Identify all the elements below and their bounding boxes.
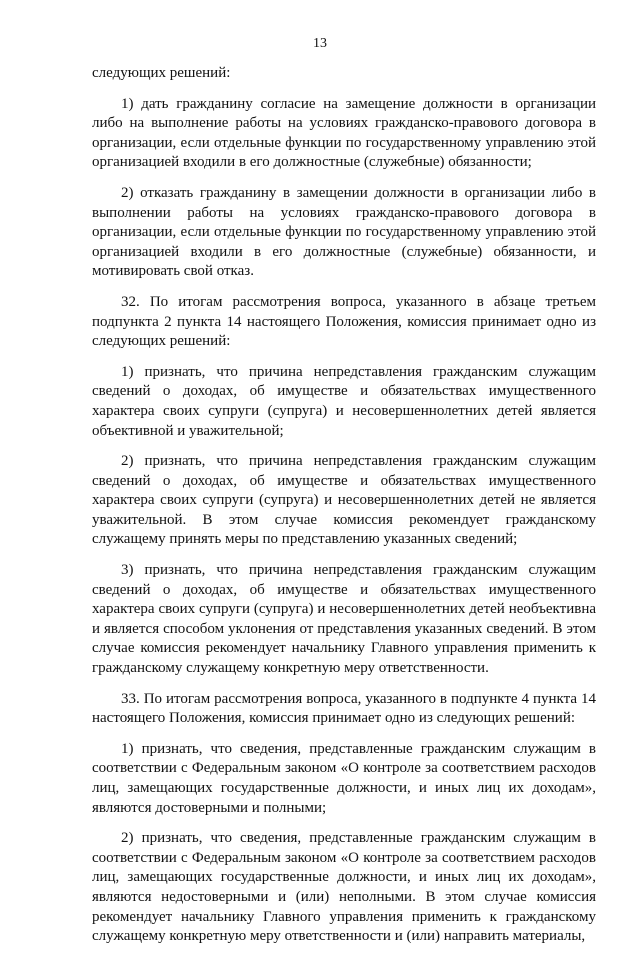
paragraph-32-item-1: 1) признать, что причина непредставления гражданским служащим сведений о доходах, об имуществе и обязательствах имущественного характера своих супруги (супруга) и несовершеннолетних детей является объективной и уважительной; — [92, 363, 596, 439]
paragraph-continuation: следующих решений: — [92, 65, 231, 81]
paragraph-33-item-1: 1) признать, что сведения, представленные гражданским служащим в соответствии с Федеральным законом «О контроле за соответствием расходов лиц, замещающих государственные должности, и иных лиц их доходам», являются достоверными и полными; — [92, 740, 596, 816]
paragraph-33: 33. По итогам рассмотрения вопроса, указанного в подпункте 4 пункта 14 настоящего Положения, комиссия принимает одно из следующих решений: — [92, 690, 596, 727]
paragraph-32-item-3: 3) признать, что причина непредставления гражданским служащим сведений о доходах, об имуществе и обязательствах имущественного характера своих супруги (супруга) и несовершеннолетних детей необъективна и является способом уклонения от представления указанных сведений. В этом случае комиссия рекомендует начальнику Главного управления применить к гражданскому служащему конкретную меру ответственности. — [92, 562, 596, 677]
page-number: 13 — [313, 36, 327, 51]
paragraph-32-item-2: 2) признать, что причина непредставления гражданским служащим сведений о доходах, об имуществе и обязательствах имущественного характера своих супруги (супруга) и несовершеннолетних детей не является уважительной. В этом случае комиссия рекомендует гражданскому служащему принять меры по представлению указанных сведений; — [92, 453, 596, 548]
paragraph-31-item-1: 1) дать гражданину согласие на замещение должности в организации либо на выполнение работы на условиях гражданско-правового договора в организации, если отдельные функции по государственному управлению этой организацией входили в его должностные (служебные) обязанности; — [92, 95, 596, 171]
paragraph-32: 32. По итогам рассмотрения вопроса, указанного в абзаце третьем подпункта 2 пункта 14 настоящего Положения, комиссия принимает одно из следующих решений: — [92, 293, 596, 350]
document-body — [92, 64, 596, 958]
paragraph-33-item-2: 2) признать, что сведения, представленные гражданским служащим в соответствии с Федеральным законом «О контроле за соответствием расходов лиц, замещающих государственные должности, и иных лиц их доходам», являются недостоверными и (или) неполными. В этом случае комиссия рекомендует начальнику Главного управления применить к гражданскому служащему конкретную меру ответственности и (или) направить материалы, — [92, 830, 596, 945]
paragraph-31-item-2: 2) отказать гражданину в замещении должности в организации либо в выполнении работы на условиях гражданско-правового договора в организации, если отдельные функции по государственному управлению этой организацией входили в его должностные (служебные) обязанности, и мотивировать свой отказ. — [92, 184, 596, 280]
